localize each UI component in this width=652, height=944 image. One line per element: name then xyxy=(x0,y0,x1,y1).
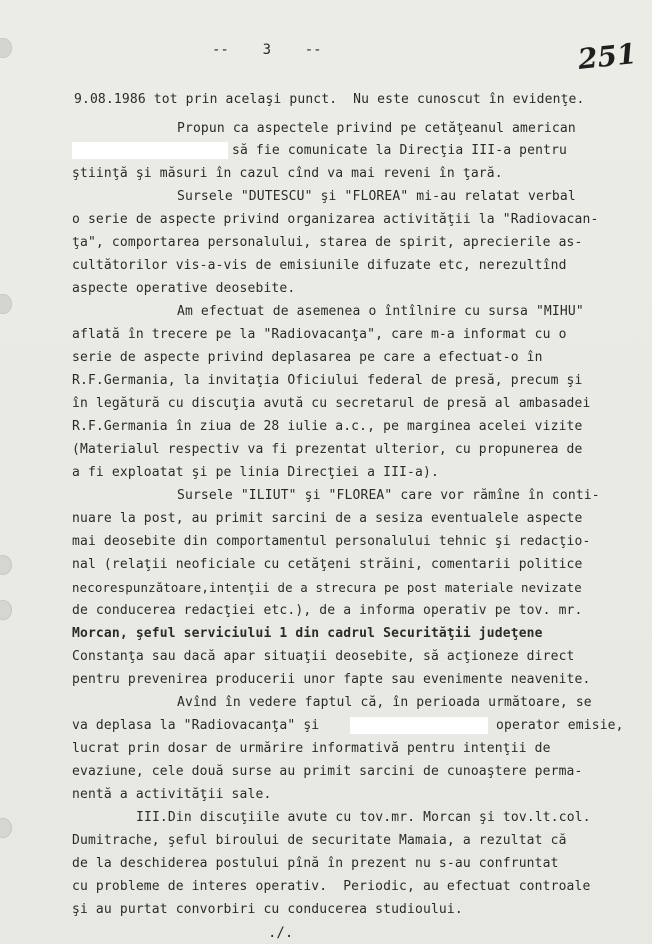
text-line: Dumitrache, şeful biroului de securitate Mamaia, a rezultat că xyxy=(72,833,567,848)
redaction-box xyxy=(72,142,228,159)
text-line: aflată în trecere pe la "Radiovacanţa", care m-a informat cu o xyxy=(72,327,567,342)
punch-hole xyxy=(0,600,12,620)
text-line: ţa", comportarea personalului, starea de spirit, aprecierile as- xyxy=(72,235,583,250)
text-line: va deplasa la "Radiovacanţa" şi xyxy=(72,718,320,733)
text-line: serie de aspecte privind deplasarea pe care a efectuat-o în xyxy=(72,350,543,365)
text-line: să fie comunicate la Direcţia III-a pentru xyxy=(232,143,568,158)
text-line: de la deschiderea postului pînă în prezent nu s-au confruntat xyxy=(72,856,559,871)
punch-hole xyxy=(0,294,12,314)
text-line: cultătorilor vis-a-vis de emisiunile difuzate etc, nerezultînd xyxy=(72,258,567,273)
text-line: de conducerea redacţiei etc.), de a informa operativ pe tov. mr. xyxy=(72,603,583,618)
text-line: R.F.Germania în ziua de 28 iulie a.c., pe marginea acelei vizite xyxy=(72,419,583,434)
punch-hole xyxy=(0,818,12,838)
text-line: Am efectuat de asemenea o întîlnire cu sursa "MIHU" xyxy=(177,304,584,319)
text-line: (Materialul respectiv va fi prezentat ulterior, cu propunerea de xyxy=(72,442,583,457)
continuation-mark: ./. xyxy=(268,925,294,941)
punch-hole xyxy=(0,555,12,575)
text-line: operator emisie, xyxy=(496,718,624,733)
text-line: mai deosebite din comportamentul personalului tehnic şi redacţio- xyxy=(72,534,591,549)
redaction-box xyxy=(350,717,488,734)
text-line: Morcan, şeful serviciului 1 din cadrul Securităţii judeţene xyxy=(72,626,543,641)
text-line: în legătură cu discuţia avută cu secretarul de presă al ambasadei xyxy=(72,396,591,411)
handwritten-folio-number: 251 xyxy=(576,37,639,76)
page-number: -- 3 -- xyxy=(212,42,322,58)
text-line: a fi exploatat şi pe linia Direcţiei a III-a). xyxy=(72,465,439,480)
text-line: nentă a activităţii sale. xyxy=(72,787,272,802)
text-line: 9.08.1986 tot prin acelaşi punct. Nu este cunoscut în evidenţe. xyxy=(74,92,585,107)
text-line: Avînd în vedere faptul că, în perioada următoare, se xyxy=(177,695,592,710)
text-line: nuare la post, au primit sarcini de a sesiza eventualele aspecte xyxy=(72,511,583,526)
text-line: cu probleme de interes operativ. Periodic, au efectuat controale xyxy=(72,879,591,894)
punch-hole xyxy=(0,38,12,58)
text-line: necorespunzătoare,intenţii de a strecura pe post materiale nevizate xyxy=(72,580,582,595)
text-line: lucrat prin dosar de urmărire informativă pentru intenţii de xyxy=(72,741,551,756)
text-line: Constanţa sau dacă apar situaţii deosebite, să acţioneze direct xyxy=(72,649,575,664)
text-line: nal (relaţii neoficiale cu cetăţeni străini, comentarii politice xyxy=(72,557,583,572)
text-line: III.Din discuţiile avute cu tov.mr. Morcan şi tov.lt.col. xyxy=(136,810,591,825)
text-line: Sursele "DUTESCU" şi "FLOREA" mi-au relatat verbal xyxy=(177,189,576,204)
text-line: evaziune, cele două surse au primit sarcini de cunoaştere perma- xyxy=(72,764,583,779)
text-line: aspecte operative deosebite. xyxy=(72,281,296,296)
text-line: ştiinţă şi măsuri în cazul cînd va mai reveni în ţară. xyxy=(72,166,503,181)
text-line: R.F.Germania, la invitaţia Oficiului federal de presă, precum şi xyxy=(72,373,583,388)
text-line: Propun ca aspectele privind pe cetăţeanul american xyxy=(177,121,576,136)
text-line: şi au purtat convorbiri cu conducerea studioului. xyxy=(72,902,463,917)
text-line: Sursele "ILIUT" şi "FLOREA" care vor rămîne în conti- xyxy=(177,488,600,503)
text-line: o serie de aspecte privind organizarea activităţii la "Radiovacan- xyxy=(72,212,599,227)
text-line: pentru prevenirea producerii unor fapte sau evenimente neavenite. xyxy=(72,672,591,687)
